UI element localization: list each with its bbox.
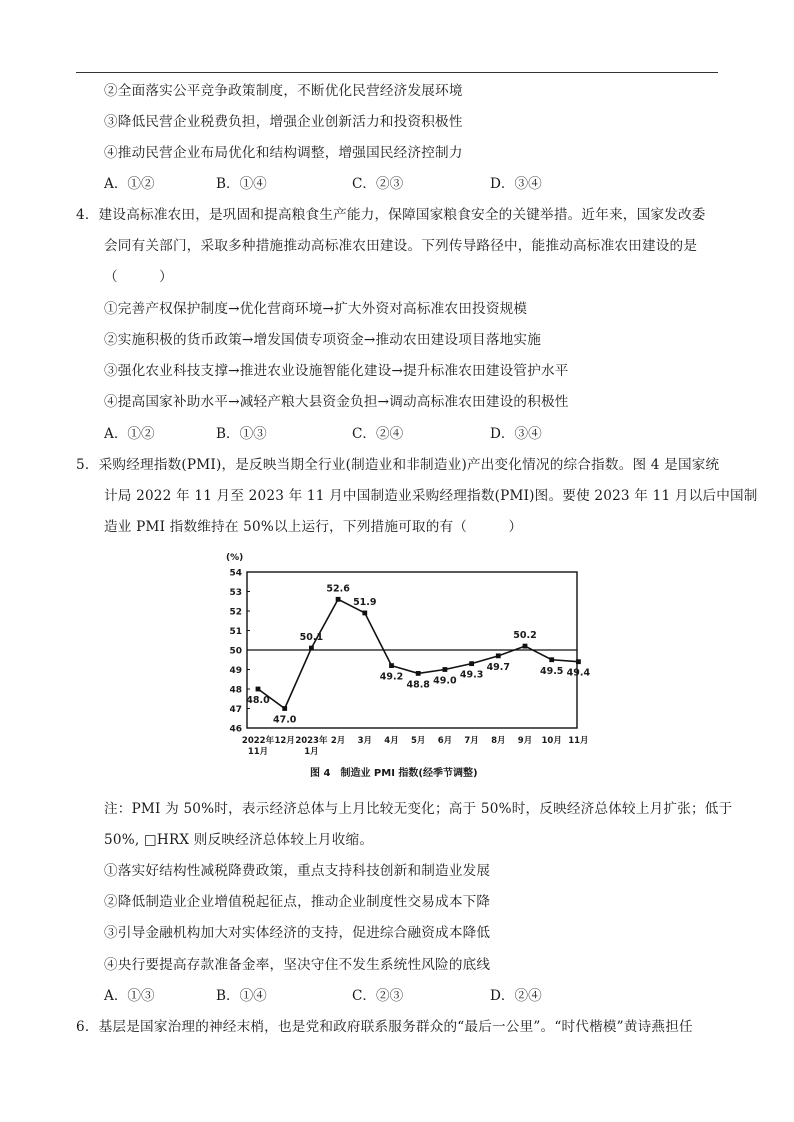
q4-item-1: ①完善产权保护制度→优化营商环境→扩大外资对高标准农田投资规模 (104, 301, 528, 317)
x-tick-label: 11月 (247, 747, 269, 757)
chart-title: 图 4 制造业 PMI 指数(经季节调整) (310, 768, 478, 779)
q5-item-1: ①落实好结构性减税降费政策，重点支持科技创新和制造业发展 (104, 863, 491, 879)
data-label: 49.7 (486, 661, 511, 673)
data-label: 49.2 (379, 671, 404, 683)
y-tick-label: 52 (229, 607, 242, 618)
x-tick-label: 2月 (330, 736, 346, 746)
data-point (256, 687, 261, 692)
data-point (469, 661, 474, 666)
data-label: 50.1 (299, 632, 324, 644)
data-point (282, 706, 287, 711)
x-axis-ticks (242, 735, 589, 757)
y-tick-label: 50 (229, 646, 242, 657)
header-rule (76, 72, 718, 73)
q4-option-a: A．①② (104, 426, 155, 442)
x-tick-label: 12月 (274, 736, 295, 746)
data-label: 49.3 (459, 669, 484, 681)
q4-item-4: ④提高国家补助水平→减轻产粮大县资金负担→调动高标准农田建设的积极性 (104, 394, 569, 410)
q5-stem-line-1: 5．采购经理指数(PMI)，是反映当期全行业(制造业和非制造业)产出变化情况的综合指数。图 4 是国家统 (76, 457, 720, 473)
data-point (362, 611, 367, 616)
q4-stem-line-3: （ ） (104, 269, 173, 285)
x-tick-label: 6月 (437, 736, 453, 746)
x-tick-label: 11月 (568, 736, 589, 746)
data-point (389, 663, 394, 668)
data-label: 50.2 (513, 630, 537, 642)
x-tick-label: 3月 (357, 736, 373, 746)
data-point (576, 659, 581, 664)
q4-stem-line-1: 4．建设高标准农田，是巩固和提高粮食生产能力，保障国家粮食安全的关键举措。近年来，国家发改委 (76, 207, 706, 223)
q4-option-b: B．①③ (216, 426, 267, 442)
q5-item-4: ④央行要提高存款准备金率，坚决守住不发生系统性风险的底线 (104, 957, 491, 973)
data-label: 49.0 (433, 675, 457, 687)
q5-option-a: A．①③ (104, 988, 155, 1004)
data-label: 52.6 (326, 583, 350, 595)
x-tick-label: 7月 (464, 736, 479, 746)
data-label: 49.5 (539, 665, 564, 677)
q3-option-c: C．②③ (352, 176, 404, 192)
data-points (256, 597, 581, 711)
pmi-series-line (258, 596, 578, 708)
y-tick-label: 47 (229, 705, 242, 715)
y-tick-label: 54 (229, 568, 242, 579)
q4-item-3: ③强化农业科技支撑→推进农业设施智能化建设→提升标准农田建设管护水平 (104, 363, 569, 379)
data-point (523, 644, 528, 649)
q3-option-b: B．①④ (216, 176, 267, 192)
data-point (336, 597, 341, 602)
q5-option-c: C．②③ (352, 988, 404, 1004)
y-tick-label: 53 (229, 588, 242, 598)
x-tick-label: 1月 (304, 747, 319, 757)
q4-option-d: D．③④ (490, 426, 542, 442)
q5-item-2: ②降低制造业企业增值税起征点，推动企业制度性交易成本下降 (104, 894, 491, 910)
pmi-line-chart (220, 548, 591, 786)
x-tick-label: 2022年 (241, 736, 275, 746)
data-label: 48.0 (246, 695, 270, 706)
y-tick-label: 48 (229, 685, 242, 696)
q5-note-line-2: 50%, □HRX 则反映经济总体较上月收缩。 (104, 832, 374, 848)
data-label: 49.4 (566, 667, 591, 679)
data-point (496, 653, 501, 658)
x-tick-label: 10月 (541, 736, 562, 746)
q4-option-c: C．②④ (352, 426, 404, 442)
q3-option-d: D．③④ (490, 176, 542, 192)
x-tick-label: 8月 (491, 736, 506, 746)
x-tick-label: 9月 (517, 736, 533, 746)
data-point (309, 646, 314, 651)
y-tick-label: 51 (229, 627, 242, 637)
q5-stem-line-2: 计局 2022 年 11 月至 2023 年 11 月中国制造业采购经理指数(PMI)图。要使 2023 年 11 月以后中国制 (104, 488, 758, 504)
q5-option-d: D．②④ (490, 988, 542, 1004)
x-tick-label: 4月 (384, 736, 399, 746)
q5-note-line-1: 注：PMI 为 50%时，表示经济总体与上月比较无变化；高于 50%时，反映经济总体较上月扩张；低于 (104, 801, 733, 817)
data-point (416, 671, 421, 676)
y-tick-label: 46 (229, 724, 242, 735)
q3-item-3: ③降低民营企业税费负担，增强企业创新活力和投资积极性 (104, 114, 463, 130)
y-tick-label: 49 (229, 666, 242, 676)
data-labels (246, 583, 590, 725)
data-point (443, 667, 448, 672)
q5-stem-line-3: 造业 PMI 指数维持在 50%以上运行，下列措施可取的有（ ） (104, 519, 523, 535)
q3-item-2: ②全面落实公平竞争政策制度，不断优化民营经济发展环境 (104, 83, 463, 99)
x-tick-label: 5月 (410, 736, 426, 746)
q4-item-2: ②实施积极的货币政策→增发国债专项资金→推动农田建设项目落地实施 (104, 332, 541, 348)
q3-option-a: A．①② (104, 176, 155, 192)
data-label: 51.9 (353, 596, 377, 608)
x-tick-label: 2023年 (295, 736, 328, 746)
data-label: 48.8 (406, 679, 430, 691)
q3-item-4: ④推动民营企业布局优化和结构调整，增强国民经济控制力 (104, 145, 463, 161)
q5-item-3: ③引导金融机构加大对实体经济的支持，促进综合融资成本降低 (104, 925, 491, 941)
y-unit-label: (%) (226, 553, 244, 563)
data-label: 47.0 (272, 714, 297, 726)
data-point (549, 657, 554, 662)
q6-stem-line-1: 6．基层是国家治理的神经末梢，也是党和政府联系服务群众的“最后一公里”。“时代楷模”黄诗燕担任 (76, 1019, 693, 1035)
q5-option-b: B．①④ (216, 988, 267, 1004)
q4-stem-line-2: 会同有关部门，采取多种措施推动高标准农田建设。下列传导路径中，能推动高标准农田建设的是 (104, 238, 698, 254)
